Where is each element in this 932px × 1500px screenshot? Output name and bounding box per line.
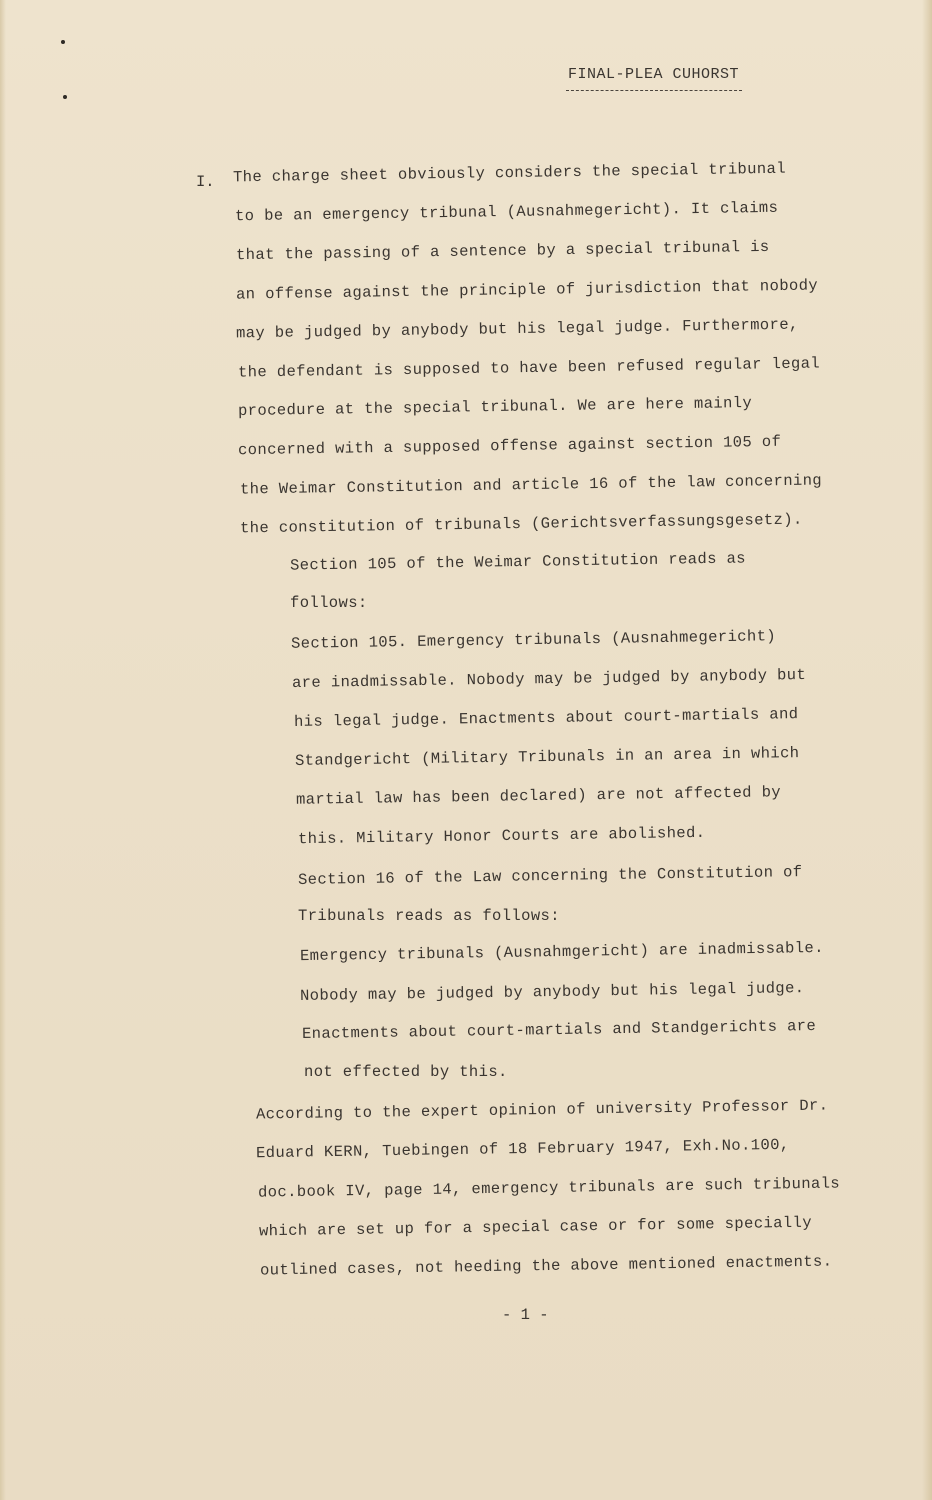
paragraph-number: I. <box>196 173 215 191</box>
text-line: his legal judge. Enactments about court-martials and <box>293 705 799 731</box>
text-line: Section 105 of the Weimar Constitution reads as <box>289 549 747 575</box>
text-line: the Weimar Constitution and article 16 of the law concerning <box>239 471 823 499</box>
text-line: outlined cases, not heeding the above mentioned enactments. <box>259 1252 833 1280</box>
punch-mark <box>61 40 65 44</box>
text-line: Nobody may be judged by anybody but his legal judge. <box>299 979 805 1005</box>
text-line: not effected by this. <box>304 1063 508 1081</box>
paper-edge-left <box>0 0 6 1500</box>
text-line: that the passing of a sentence by a special tribunal is <box>235 237 770 265</box>
text-line: which are set up for a special case or for some specially <box>258 1213 813 1241</box>
text-line: doc.book IV, page 14, emergency tribunals are such tribunals <box>257 1174 841 1202</box>
text-line: concerned with a supposed offense against section 105 of <box>237 432 782 460</box>
text-line: Emergency tribunals (Ausnahmgericht) are inadmissable. <box>299 938 824 966</box>
text-line: According to the expert opinion of university Professor Dr. <box>255 1096 829 1124</box>
text-line: The charge sheet obviously considers the special tribunal <box>232 159 787 187</box>
document-header: FINAL-PLEA CUHORST <box>568 66 740 83</box>
text-line: the constitution of tribunals (Gerichtsverfassungsgesetz). <box>239 510 803 538</box>
text-line: to be an emergency tribunal (Ausnahmegericht). It claims <box>234 198 779 226</box>
text-line: Tribunals reads as follows: <box>298 907 560 925</box>
text-line: an offense against the principle of jurisdiction that nobody <box>235 276 819 304</box>
header-underline <box>566 90 742 91</box>
text-line: Eduard KERN, Tuebingen of 18 February 1947, Exh.No.100, <box>255 1135 790 1163</box>
punch-mark <box>63 95 67 99</box>
text-line: are inadmissable. Nobody may be judged by anybody but <box>291 665 807 693</box>
text-line: follows: <box>290 594 368 612</box>
text-line: Section 16 of the Law concerning the Constitution of <box>297 863 803 889</box>
paper-edge-right <box>922 0 932 1500</box>
page-number: - 1 - <box>502 1306 549 1324</box>
text-line: martial law has been declared) are not affected by <box>295 783 782 809</box>
text-line: may be judged by anybody but his legal judge. Furthermore, <box>235 315 799 343</box>
text-line: Enactments about court-martials and Standgerichts are <box>301 1016 817 1044</box>
text-line: procedure at the special tribunal. We are here mainly <box>237 393 753 421</box>
text-line: Standgericht (Military Tribunals in an area in which <box>294 744 800 770</box>
text-line: this. Military Honor Courts are abolished. <box>297 823 706 849</box>
text-line: the defendant is supposed to have been refused regular legal <box>237 354 821 382</box>
text-line: Section 105. Emergency tribunals (Ausnahmegericht) <box>290 627 777 653</box>
